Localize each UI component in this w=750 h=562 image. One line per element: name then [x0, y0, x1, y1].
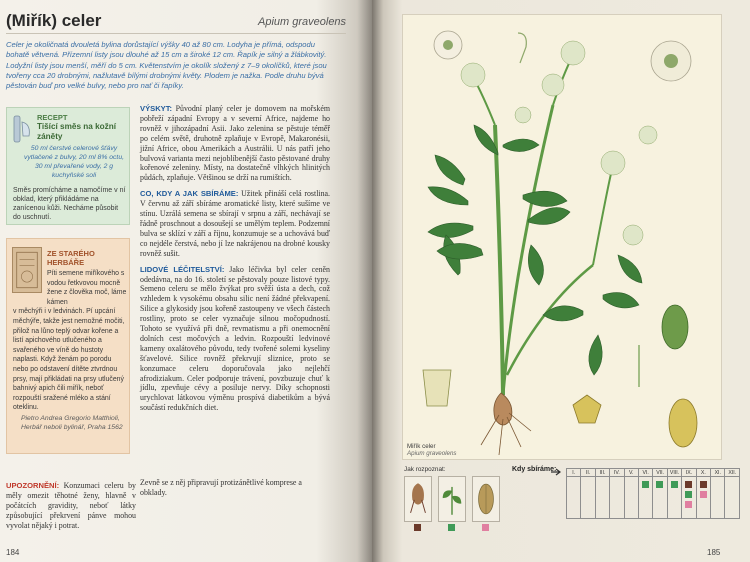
- month-marks-row: [567, 477, 740, 519]
- month-header-row: [567, 469, 740, 477]
- section-occurrence: [140, 104, 330, 183]
- root-thumbnail: [404, 476, 432, 522]
- harvest-mark-brown: [700, 481, 707, 488]
- month-label: IV.: [610, 469, 624, 477]
- herbal-tag: ZE STARÉHO HERBÁŘE: [47, 249, 95, 267]
- section-text: Jako léčivka byl celer ceněn odedávna, na do 16. století se pěstovaly pouze listové typy. Semeno celeru se mělo žvýkat pro svěží ústa a dech, což vzhledem k vysokému obsahu silic není žádné překvapení. Silice a glykosidy jsou kořeně zastoupeny ve všech částech rostliny, proto se celer vyznačuje silnou močopudností. Tohoto se využívá při dně, revmatismu a při onemocnění dolních cest močových a ledvin. Rozpouští ledvinové kameny oxalátového původu, tedy tvořené solemi kyseliny šťavelové. Silice rovněž překrvují sliznice, proto se konzumace celeru doporučovala jako nejlehčí afrodiziakum. Celer podporuje trávení, povzbuzuje chuť k jídlu, zpevňuje cévy a posiluje nervy. Díky schopnosti urychlovat látkovou výměnu prospívá diabetikům a bývá součástí redukčních diet.: [140, 264, 330, 413]
- month-label: VIII.: [667, 469, 681, 477]
- warning-head: UPOZORNĚNÍ:: [6, 481, 60, 490]
- harvest-mark-pink: [685, 501, 692, 508]
- month-cell: [682, 477, 696, 519]
- harvest-mark-green: [642, 481, 649, 488]
- month-label: IX.: [682, 469, 696, 477]
- harvest-mark-green: [671, 481, 678, 488]
- leaf-swatch: [448, 524, 455, 531]
- title-divider: [6, 33, 346, 34]
- celery-plant-drawing: [403, 15, 723, 461]
- herbal-source: Pietro Andrea Gregorio Matthioli, Herbář neboli bylinář, Praha 1562: [21, 415, 123, 432]
- section-text: Původní planý celer je domovem na mořském pobřeží západní Evropy a v severní Africe, najdeme ho rovněž v jihozápadní Asii. Jako zelenina se pěstuje téměř po celém světě, druhotně zplaňuje v Evropě, Makaronésii, jižní Africe, obou Amerikách a Austrálii. U nás patří jeho bulvová varianta mezi nejoblíbenější často pěstované druhy kořenové zeleniny. Místy, na dostatečně vlhkých hlinitých půdách, zplaňuje. Většinou se drží na rumištích.: [140, 104, 330, 183]
- section-head: VÝSKYT:: [140, 104, 173, 113]
- month-cell: [610, 477, 624, 519]
- month-label: X.: [696, 469, 710, 477]
- root-swatch: [414, 524, 421, 531]
- harvest-mark-brown: [685, 481, 692, 488]
- right-page: [372, 0, 750, 562]
- month-cell: [725, 477, 740, 519]
- leaf-thumbnail: [438, 476, 466, 522]
- recipe-title: Tišící směs na kožní záněty: [37, 122, 117, 141]
- mortar-icon: [11, 114, 33, 144]
- page-title: (Miřík) celer: [6, 11, 102, 30]
- month-label: VI.: [638, 469, 652, 477]
- month-cell: [567, 477, 581, 519]
- harvest-mark-green: [685, 491, 692, 498]
- old-herbal-box: [6, 238, 130, 454]
- month-cell: [624, 477, 638, 519]
- month-cell: [581, 477, 595, 519]
- month-label: XI.: [711, 469, 725, 477]
- month-label: I.: [567, 469, 581, 477]
- section-head: LIDOVÉ LÉČITELSTVÍ:: [140, 264, 225, 274]
- page-number-left: 184: [6, 548, 20, 557]
- month-cell: [711, 477, 725, 519]
- month-label: V.: [624, 469, 638, 477]
- herbal-text-b: v měchýři i v ledvinách. Pí upcání měchýře, takže jest nemožné močiti, přilož na lůno teplý odvar kořene a listí apichového utlučeného a svařeného ve víně do hustoty naplasti. Když ženám po porodu nebo po odstavení dítěte ztvrdnou prsy, mají přikládati na prsy utlučený bahnivý apich čili miřík, neboť rozpouští sražené mléko a stání oteklinu.: [13, 308, 125, 412]
- recipe-ingredients: 50 ml čerstvé celerové šťávy vytlačené z bulvy, 20 ml 8% octu, 30 ml převařené vody, 2 g kuchyňské soli: [24, 145, 124, 179]
- warning-box: [6, 481, 136, 531]
- month-label: II.: [581, 469, 595, 477]
- section-harvest: [140, 189, 330, 258]
- month-cell: [696, 477, 710, 519]
- month-label: VII.: [653, 469, 667, 477]
- month-cell: [667, 477, 681, 519]
- recognize-label: Jak rozpoznat:: [404, 466, 446, 473]
- section-head: CO, KDY A JAK SBÍRÁME:: [140, 189, 239, 199]
- seed-thumbnail: [472, 476, 500, 522]
- section-text: Užitek přináší celá rostlina. V červnu až září sbíráme aromatické listy, které sušíme ve stínu. Uzrálá semena se sbírají v srpnu a září, nechávají se řádně proschnout a dosoušejí se umělým teplem. Podzemní bulva se sklízí v září a říjnu, konzumuje se a uchovává buď co nejdéle čerstvá, nebo jí lze nakrájenou na drobné kousky rovněž sušit.: [140, 189, 330, 258]
- harvest-mark-pink: [700, 491, 707, 498]
- arrow-icon: [550, 467, 562, 477]
- external-use-text: Zevně se z něj připravují protizánětlivé komprese a obklady.: [140, 478, 302, 497]
- herbal-text-a: Píti semene miříkového s vodou řetkvovou mocně žene z člověka moč, láme kámen: [47, 270, 127, 306]
- latin-name: Apium graveolens: [258, 16, 347, 28]
- month-label: XII.: [725, 469, 740, 477]
- identification-strip: [400, 466, 742, 536]
- recipe-tag: RECEPT: [37, 113, 68, 122]
- herbal-text: [13, 269, 127, 413]
- intro-text: Celer je okoličnatá dvouletá bylina dorůstající výšky 40 až 80 cm. Lodyha je přímá, odspodu bohatě větvená. Přízemní listy jsou dlouhé až 15 cm a široké 12 cm. Řapík je silný a žlábkovitý. Lodyžní listy jsou menší, měří do 5 cm. Květenstvím je okolík složený z 7–9 okolíčků, které jsou tvořeny cca 20 drobnými, nažlutavě bílými drobnými květy. Plodem je nažka. Podle druhu bývá pěstován buď pro velké bulvy, nebo pro nať či řapíky.: [6, 40, 327, 91]
- left-page: [0, 0, 372, 562]
- recipe-steps: Směs promícháme a namočíme v ní obklad, který přikládáme na zanícenou kůži. Necháme působit do uschnutí.: [13, 187, 126, 221]
- month-cell: [595, 477, 609, 519]
- page-number-right: 185: [707, 548, 721, 557]
- seed-swatch: [482, 524, 489, 531]
- caption-latin: Apium graveolens: [407, 450, 457, 458]
- month-label: III.: [595, 469, 609, 477]
- harvest-label: Kdy sbíráme:: [512, 466, 557, 473]
- month-cell: [653, 477, 667, 519]
- recipe-box: [6, 107, 130, 225]
- month-cell: [638, 477, 652, 519]
- caption-name: Miřík celer: [407, 443, 436, 450]
- main-column: [140, 104, 330, 419]
- warning-text: Konzumaci celeru by měly omezit těhotné ženy, hlavně v počátcích gravidity, neboť látky způsobující překrvení pánve mohou vyvolat nějaký i potrat.: [6, 481, 136, 530]
- botanical-illustration: [402, 14, 722, 460]
- illustration-caption: [407, 443, 457, 458]
- section-folk-medicine: [140, 265, 330, 414]
- harvest-calendar: [566, 468, 740, 519]
- harvest-mark-green: [656, 481, 663, 488]
